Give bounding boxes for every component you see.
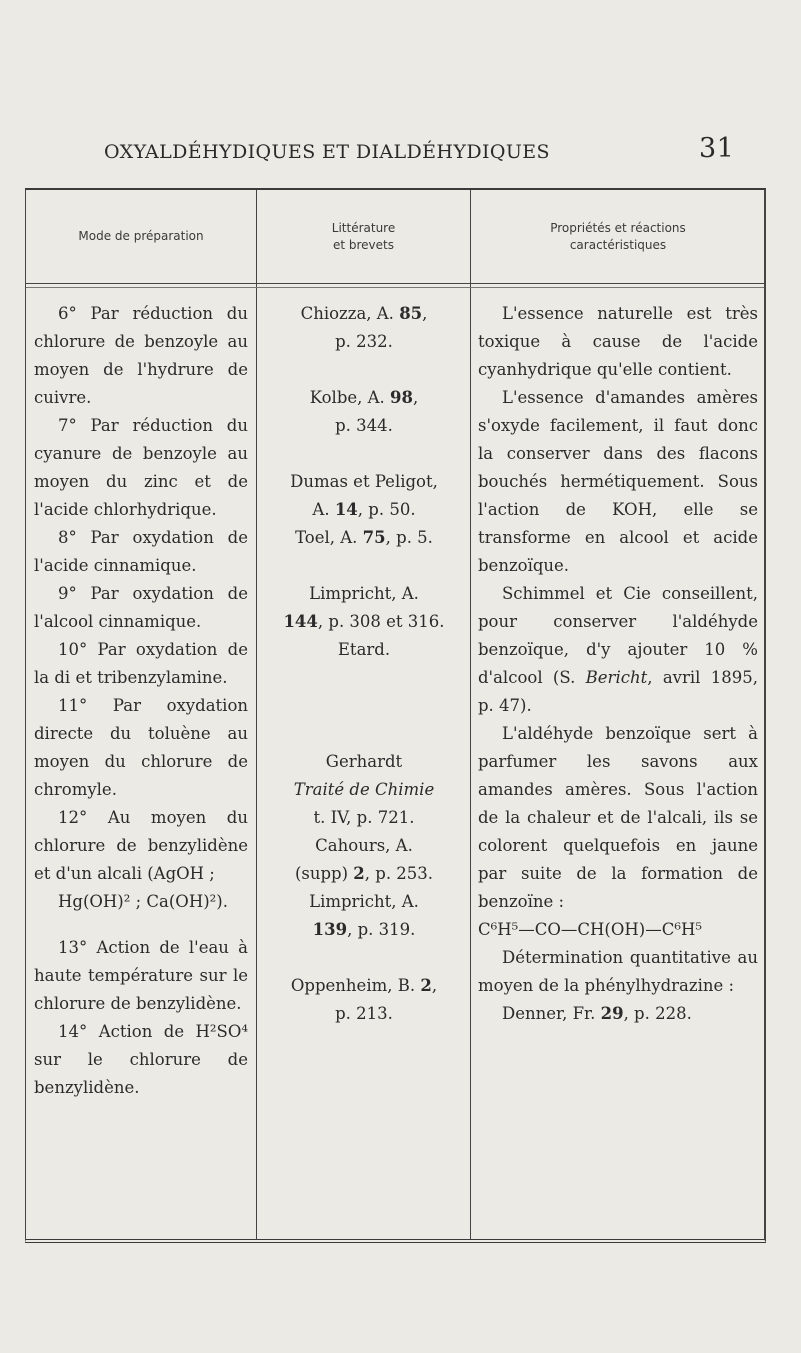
entry-12: 12° Au moyen du chlorure de benzylidène et d'un alcali (AgOH ; xyxy=(34,808,248,883)
entry-11: 11° Par oxydation directe du toluène au moyen du chlorure de chromyle. xyxy=(34,696,248,799)
entry-12-formula: Hg(OH)² ; Ca(OH)²). xyxy=(58,892,228,911)
column-proprietes xyxy=(478,300,758,1028)
column-litterature xyxy=(258,300,470,1028)
ref-limpricht: Limpricht, A. xyxy=(309,584,419,603)
ref-cahours-page: (supp) 2, p. 253. xyxy=(294,864,434,883)
column-header-litterature: Littérature et brevets xyxy=(331,220,396,252)
entry-8: 8° Par oxydation de l'acide cinnamique. xyxy=(34,528,248,575)
entry-9: 9° Par oxydation de l'alcool cinnamique. xyxy=(34,584,248,631)
page-number: 31 xyxy=(699,133,735,164)
column-header-mode: Mode de préparation xyxy=(78,229,204,243)
column-header-proprietes: Propriétés et réactions caractéristiques xyxy=(550,220,686,252)
property-conservation: Schimmel et Cie conseillent, pour conserver l'aldéhyde benzoïque, d'y ajouter 10 % d'alcool (S. Bericht, avril 1895, p. 47). xyxy=(478,584,758,715)
entry-13: 13° Action de l'eau à haute température sur le chlorure de benzylidène. xyxy=(34,938,248,1013)
property-toxicity: L'essence naturelle est très toxique à cause de l'acide cyanhydrique qu'elle contient. xyxy=(478,304,758,379)
ref-dumas-vol: A. 14, p. 50. xyxy=(312,500,416,519)
header-rule xyxy=(26,287,764,288)
ref-kolbe: Kolbe, A. 98, xyxy=(309,388,419,407)
ref-chiozza: Chiozza, A. 85, xyxy=(300,304,428,323)
data-table xyxy=(25,188,766,1243)
ref-oppenheim: Oppenheim, B. 2, xyxy=(290,976,438,995)
ref-gerhardt-title: Traité de Chimie xyxy=(293,780,435,799)
entry-14: 14° Action de H²SO⁴ sur le chlorure de benzylidène. xyxy=(34,1022,248,1097)
entry-10: 10° Par oxydation de la di et tribenzylamine. xyxy=(34,640,248,687)
running-title: OXYALDÉHYDIQUES ET DIALDÉHYDIQUES xyxy=(104,141,550,163)
page-header xyxy=(0,133,801,173)
column-divider xyxy=(470,190,471,1239)
ref-limpricht-vol: 144, p. 308 et 316. xyxy=(283,612,445,631)
ref-toel: Toel, A. 75, p. 5. xyxy=(295,528,433,547)
ref-denner: Denner, Fr. 29, p. 228. xyxy=(502,1004,692,1023)
ref-kolbe-page: p. 344. xyxy=(335,416,393,435)
ref-dumas: Dumas et Peligot, xyxy=(290,472,438,491)
property-determination: Détermination quantitative au moyen de la phénylhydrazine : xyxy=(478,948,758,995)
entry-6: 6° Par réduction du chlorure de benzoyle au moyen de l'hydrure de cuivre. xyxy=(34,304,248,407)
ref-gerhardt: Gerhardt xyxy=(325,752,403,771)
ref-oppenheim-page: p. 213. xyxy=(335,1004,393,1023)
ref-limpricht-2-page: 139, p. 319. xyxy=(312,920,416,939)
entry-7: 7° Par réduction du cyanure de benzoyle au moyen du zinc et de l'acide chlorhydrique. xyxy=(34,416,248,519)
column-divider xyxy=(256,190,257,1239)
ref-limpricht-2: Limpricht, A. xyxy=(309,892,419,911)
benzoin-formula: C⁶H⁵—CO—CH(OH)—C⁶H⁵ xyxy=(478,920,702,939)
ref-gerhardt-page: t. IV, p. 721. xyxy=(313,808,415,827)
ref-etard: Etard. xyxy=(337,640,391,659)
property-oxidation: L'essence d'amandes amères s'oxyde facilement, il faut donc la conserver dans des flacons bouchés hermétiquement. Sous l'action de KOH, elle se transforme en alcool et acide benzoïque. xyxy=(478,388,758,575)
column-mode xyxy=(34,300,248,1102)
ref-cahours: Cahours, A. xyxy=(315,836,413,855)
header-rule xyxy=(26,283,764,284)
ref-chiozza-page: p. 232. xyxy=(335,332,393,351)
property-perfume: L'aldéhyde benzoïque sert à parfumer les savons aux amandes amères. Sous l'action de la chaleur et de l'alcali, ils se colorent quelquefois en jaune par suite de la formation de benzoïne : xyxy=(478,724,758,911)
